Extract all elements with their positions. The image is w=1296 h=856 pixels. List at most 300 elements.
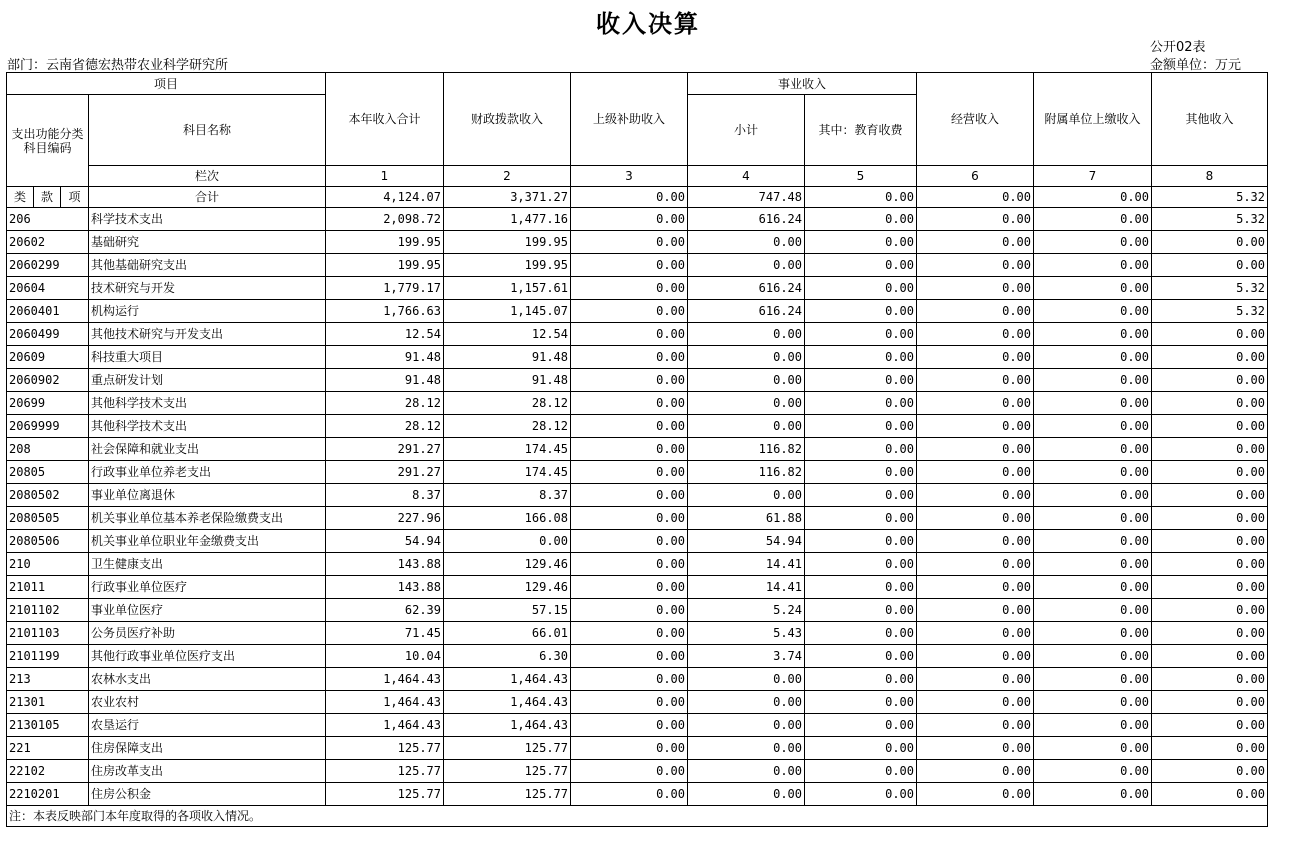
row-value: 125.77 [444,760,571,783]
row-value: 0.00 [805,323,917,346]
row-value: 616.24 [688,208,805,231]
row-value: 0.00 [917,231,1034,254]
col-number: 1 [326,166,444,187]
row-value: 0.00 [688,691,805,714]
row-value: 0.00 [1034,691,1152,714]
row-value: 0.00 [688,783,805,806]
row-value: 291.27 [326,438,444,461]
row-value: 0.00 [805,346,917,369]
row-value: 91.48 [444,346,571,369]
row-value: 0.00 [805,530,917,553]
row-value: 0.00 [571,369,688,392]
row-value: 0.00 [688,760,805,783]
row-value: 0.00 [688,254,805,277]
table-row [7,208,1268,231]
row-value: 0.00 [688,714,805,737]
row-value: 0.00 [917,783,1034,806]
row-code: 20604 [7,277,89,300]
row-value: 0.00 [1152,599,1268,622]
row-value: 0.00 [917,576,1034,599]
row-value: 0.00 [1152,576,1268,599]
row-value: 0.00 [805,668,917,691]
table-body [7,208,1268,806]
row-value: 10.04 [326,645,444,668]
row-value: 91.48 [444,369,571,392]
row-value: 0.00 [917,415,1034,438]
header-project: 项目 [7,73,326,95]
row-value: 0.00 [688,484,805,507]
row-value: 5.32 [1152,300,1268,323]
total-value: 0.00 [805,187,917,208]
row-value: 66.01 [444,622,571,645]
row-subject-name: 基础研究 [89,231,326,254]
row-subject-name: 住房公积金 [89,783,326,806]
row-value: 0.00 [1152,645,1268,668]
row-value: 0.00 [1034,392,1152,415]
row-code: 210 [7,553,89,576]
row-code: 20805 [7,461,89,484]
row-value: 0.00 [571,668,688,691]
row-value: 0.00 [571,392,688,415]
row-value: 0.00 [917,714,1034,737]
row-value: 0.00 [1034,553,1152,576]
row-value: 0.00 [917,530,1034,553]
row-value: 0.00 [917,300,1034,323]
row-value: 616.24 [688,300,805,323]
row-value: 0.00 [917,484,1034,507]
row-value: 71.45 [326,622,444,645]
row-value: 5.32 [1152,277,1268,300]
total-label: 合计 [89,187,326,208]
row-value: 0.00 [571,783,688,806]
table-row [7,484,1268,507]
row-value: 0.00 [1152,622,1268,645]
row-code: 2080502 [7,484,89,507]
row-value: 91.48 [326,346,444,369]
row-value: 0.00 [571,415,688,438]
table-row [7,530,1268,553]
row-value: 0.00 [688,415,805,438]
row-value: 0.00 [805,415,917,438]
row-value: 0.00 [1152,691,1268,714]
row-value: 0.00 [1152,254,1268,277]
row-value: 0.00 [1152,783,1268,806]
row-code: 2101103 [7,622,89,645]
row-value: 28.12 [444,415,571,438]
row-value: 143.88 [326,576,444,599]
row-subject-name: 社会保障和就业支出 [89,438,326,461]
table-row [7,599,1268,622]
total-value: 0.00 [917,187,1034,208]
row-value: 0.00 [571,208,688,231]
header-lei: 类 [7,187,34,208]
row-value: 0.00 [571,484,688,507]
row-value: 143.88 [326,553,444,576]
row-value: 166.08 [444,507,571,530]
row-value: 125.77 [326,783,444,806]
row-subject-name: 机构运行 [89,300,326,323]
row-value: 0.00 [1034,369,1152,392]
row-value: 0.00 [1152,760,1268,783]
row-value: 61.88 [688,507,805,530]
row-value: 0.00 [805,691,917,714]
row-value: 0.00 [1034,530,1152,553]
row-value: 0.00 [917,461,1034,484]
row-value: 227.96 [326,507,444,530]
header-education: 其中：教育收费 [805,95,917,166]
row-value: 12.54 [326,323,444,346]
row-subject-name: 机关事业单位基本养老保险缴费支出 [89,507,326,530]
header-xiang: 项 [61,187,89,208]
row-subject-name: 行政事业单位养老支出 [89,461,326,484]
row-code: 206 [7,208,89,231]
table-row [7,576,1268,599]
row-subject-name: 技术研究与开发 [89,277,326,300]
page-title: 收入决算 [596,10,700,38]
row-subject-name: 住房改革支出 [89,760,326,783]
row-value: 0.00 [571,323,688,346]
row-value: 0.00 [1152,392,1268,415]
row-value: 0.00 [571,438,688,461]
table-row [7,277,1268,300]
row-value: 0.00 [688,369,805,392]
row-value: 0.00 [917,507,1034,530]
row-subject-name: 其他基础研究支出 [89,254,326,277]
income-table [6,72,1268,827]
table-row [7,415,1268,438]
row-value: 0.00 [571,231,688,254]
row-value: 125.77 [444,737,571,760]
header-career: 事业收入 [688,73,917,95]
row-value: 0.00 [1034,507,1152,530]
row-value: 0.00 [1034,737,1152,760]
total-value: 747.48 [688,187,805,208]
row-value: 0.00 [571,254,688,277]
row-value: 0.00 [1152,461,1268,484]
row-value: 0.00 [1152,553,1268,576]
row-value: 0.00 [688,323,805,346]
row-value: 0.00 [1034,668,1152,691]
row-value: 28.12 [326,392,444,415]
row-value: 1,145.07 [444,300,571,323]
row-value: 14.41 [688,576,805,599]
row-value: 0.00 [1152,415,1268,438]
row-value: 199.95 [326,254,444,277]
row-value: 0.00 [917,760,1034,783]
row-value: 0.00 [917,553,1034,576]
row-value: 0.00 [688,668,805,691]
row-subject-name: 住房保障支出 [89,737,326,760]
header-subject-name: 科目名称 [89,95,326,166]
row-value: 0.00 [805,254,917,277]
row-value: 116.82 [688,438,805,461]
table-row [7,691,1268,714]
row-code: 2060902 [7,369,89,392]
row-code: 2060499 [7,323,89,346]
row-value: 0.00 [917,323,1034,346]
row-value: 0.00 [917,254,1034,277]
row-code: 2130105 [7,714,89,737]
row-value: 12.54 [444,323,571,346]
row-value: 0.00 [1152,323,1268,346]
row-value: 91.48 [326,369,444,392]
row-value: 1,766.63 [326,300,444,323]
col-number: 5 [805,166,917,187]
row-value: 5.43 [688,622,805,645]
col-number: 4 [688,166,805,187]
row-value: 0.00 [1034,323,1152,346]
row-value: 125.77 [444,783,571,806]
row-code: 213 [7,668,89,691]
row-value: 2,098.72 [326,208,444,231]
total-value: 0.00 [1034,187,1152,208]
row-code: 2101102 [7,599,89,622]
row-value: 0.00 [571,760,688,783]
row-value: 0.00 [1034,576,1152,599]
row-value: 0.00 [917,392,1034,415]
total-value: 3,371.27 [444,187,571,208]
row-value: 0.00 [917,277,1034,300]
total-value: 5.32 [1152,187,1268,208]
row-value: 129.46 [444,553,571,576]
row-value: 1,464.43 [326,714,444,737]
row-value: 62.39 [326,599,444,622]
row-subject-name: 农业农村 [89,691,326,714]
table-row [7,369,1268,392]
row-value: 0.00 [917,691,1034,714]
row-value: 0.00 [1152,231,1268,254]
row-value: 0.00 [805,484,917,507]
row-value: 0.00 [805,507,917,530]
table-row [7,392,1268,415]
row-value: 0.00 [571,300,688,323]
row-value: 0.00 [571,622,688,645]
row-code: 2080506 [7,530,89,553]
row-value: 0.00 [571,507,688,530]
row-value: 0.00 [917,599,1034,622]
row-value: 0.00 [805,714,917,737]
table-row [7,553,1268,576]
row-value: 0.00 [917,645,1034,668]
row-code: 21011 [7,576,89,599]
table-row [7,737,1268,760]
header-kuan: 款 [34,187,61,208]
row-code: 2060401 [7,300,89,323]
row-value: 0.00 [1152,346,1268,369]
row-value: 291.27 [326,461,444,484]
row-value: 0.00 [688,231,805,254]
row-value: 616.24 [688,277,805,300]
header-total-income: 本年收入合计 [326,73,444,166]
row-value: 3.74 [688,645,805,668]
table-row [7,783,1268,806]
row-value: 0.00 [805,737,917,760]
row-subject-name: 科技重大项目 [89,346,326,369]
row-value: 0.00 [1152,714,1268,737]
row-value: 8.37 [326,484,444,507]
row-value: 0.00 [571,553,688,576]
row-value: 0.00 [805,622,917,645]
row-value: 174.45 [444,438,571,461]
row-subject-name: 重点研发计划 [89,369,326,392]
row-value: 0.00 [805,553,917,576]
row-value: 0.00 [805,576,917,599]
row-value: 0.00 [1034,415,1152,438]
row-value: 0.00 [1034,714,1152,737]
row-value: 0.00 [1152,369,1268,392]
row-value: 0.00 [1034,783,1152,806]
row-value: 5.32 [1152,208,1268,231]
row-value: 0.00 [917,438,1034,461]
row-value: 0.00 [917,369,1034,392]
row-value: 0.00 [1034,277,1152,300]
header-lanci: 栏次 [89,166,326,187]
row-value: 1,464.43 [326,668,444,691]
row-value: 0.00 [1034,254,1152,277]
table-row [7,254,1268,277]
row-value: 1,464.43 [326,691,444,714]
row-code: 20699 [7,392,89,415]
row-value: 0.00 [1034,645,1152,668]
row-value: 0.00 [805,300,917,323]
row-value: 0.00 [805,208,917,231]
table-note: 注：本表反映部门本年度取得的各项收入情况。 [7,806,1268,827]
total-value: 0.00 [571,187,688,208]
row-value: 174.45 [444,461,571,484]
row-subject-name: 事业单位离退休 [89,484,326,507]
row-value: 0.00 [917,668,1034,691]
header-other: 其他收入 [1152,73,1268,166]
row-value: 1,157.61 [444,277,571,300]
row-subject-name: 其他行政事业单位医疗支出 [89,645,326,668]
row-value: 1,477.16 [444,208,571,231]
row-code: 20609 [7,346,89,369]
row-value: 0.00 [805,760,917,783]
row-value: 0.00 [805,783,917,806]
row-subject-name: 公务员医疗补助 [89,622,326,645]
row-value: 0.00 [571,714,688,737]
row-subject-name: 其他科学技术支出 [89,415,326,438]
row-value: 0.00 [1152,530,1268,553]
row-value: 125.77 [326,737,444,760]
row-subject-name: 机关事业单位职业年金缴费支出 [89,530,326,553]
row-value: 0.00 [805,277,917,300]
table-row [7,231,1268,254]
row-subject-name: 农林水支出 [89,668,326,691]
row-value: 28.12 [326,415,444,438]
row-value: 0.00 [805,392,917,415]
col-number: 3 [571,166,688,187]
row-value: 0.00 [1034,461,1152,484]
row-value: 0.00 [571,530,688,553]
col-number: 6 [917,166,1034,187]
header-affiliated: 附属单位上缴收入 [1034,73,1152,166]
table-row [7,507,1268,530]
row-code: 2069999 [7,415,89,438]
row-value: 0.00 [805,599,917,622]
row-value: 0.00 [1034,760,1152,783]
row-value: 8.37 [444,484,571,507]
row-value: 199.95 [444,254,571,277]
table-row [7,714,1268,737]
row-value: 0.00 [917,208,1034,231]
row-value: 0.00 [805,438,917,461]
row-value: 0.00 [1152,507,1268,530]
row-value: 0.00 [1152,668,1268,691]
row-value: 0.00 [1152,438,1268,461]
row-value: 0.00 [1152,484,1268,507]
header-func-code: 支出功能分类科目编码 [7,95,89,187]
table-row [7,645,1268,668]
row-subject-name: 其他科学技术支出 [89,392,326,415]
row-value: 0.00 [805,645,917,668]
row-value: 0.00 [1152,737,1268,760]
row-value: 0.00 [571,576,688,599]
row-value: 0.00 [688,392,805,415]
row-value: 5.24 [688,599,805,622]
row-value: 6.30 [444,645,571,668]
row-value: 0.00 [571,645,688,668]
row-value: 0.00 [805,231,917,254]
row-value: 0.00 [688,737,805,760]
row-value: 0.00 [917,737,1034,760]
table-row [7,300,1268,323]
row-value: 54.94 [688,530,805,553]
row-subject-name: 事业单位医疗 [89,599,326,622]
row-value: 0.00 [571,737,688,760]
row-value: 0.00 [571,599,688,622]
table-row [7,346,1268,369]
row-value: 0.00 [571,346,688,369]
row-code: 2210201 [7,783,89,806]
row-value: 0.00 [1034,622,1152,645]
table-row [7,323,1268,346]
row-value: 28.12 [444,392,571,415]
row-code: 2101199 [7,645,89,668]
table-row [7,461,1268,484]
row-subject-name: 卫生健康支出 [89,553,326,576]
row-value: 0.00 [1034,346,1152,369]
row-value: 199.95 [326,231,444,254]
row-value: 54.94 [326,530,444,553]
row-value: 0.00 [1034,599,1152,622]
table-row [7,622,1268,645]
row-code: 208 [7,438,89,461]
row-value: 0.00 [571,277,688,300]
row-value: 125.77 [326,760,444,783]
row-value: 129.46 [444,576,571,599]
table-row [7,668,1268,691]
row-value: 1,464.43 [444,691,571,714]
col-number: 7 [1034,166,1152,187]
row-value: 0.00 [805,369,917,392]
row-value: 0.00 [917,346,1034,369]
row-value: 1,779.17 [326,277,444,300]
row-value: 0.00 [1034,484,1152,507]
row-value: 0.00 [571,691,688,714]
row-value: 14.41 [688,553,805,576]
col-number: 8 [1152,166,1268,187]
unit-label: 金额单位：万元 [1150,58,1242,73]
row-value: 0.00 [917,622,1034,645]
row-subject-name: 科学技术支出 [89,208,326,231]
row-code: 2060299 [7,254,89,277]
row-value: 116.82 [688,461,805,484]
row-subject-name: 农垦运行 [89,714,326,737]
table-row [7,760,1268,783]
row-value: 1,464.43 [444,668,571,691]
row-value: 0.00 [444,530,571,553]
